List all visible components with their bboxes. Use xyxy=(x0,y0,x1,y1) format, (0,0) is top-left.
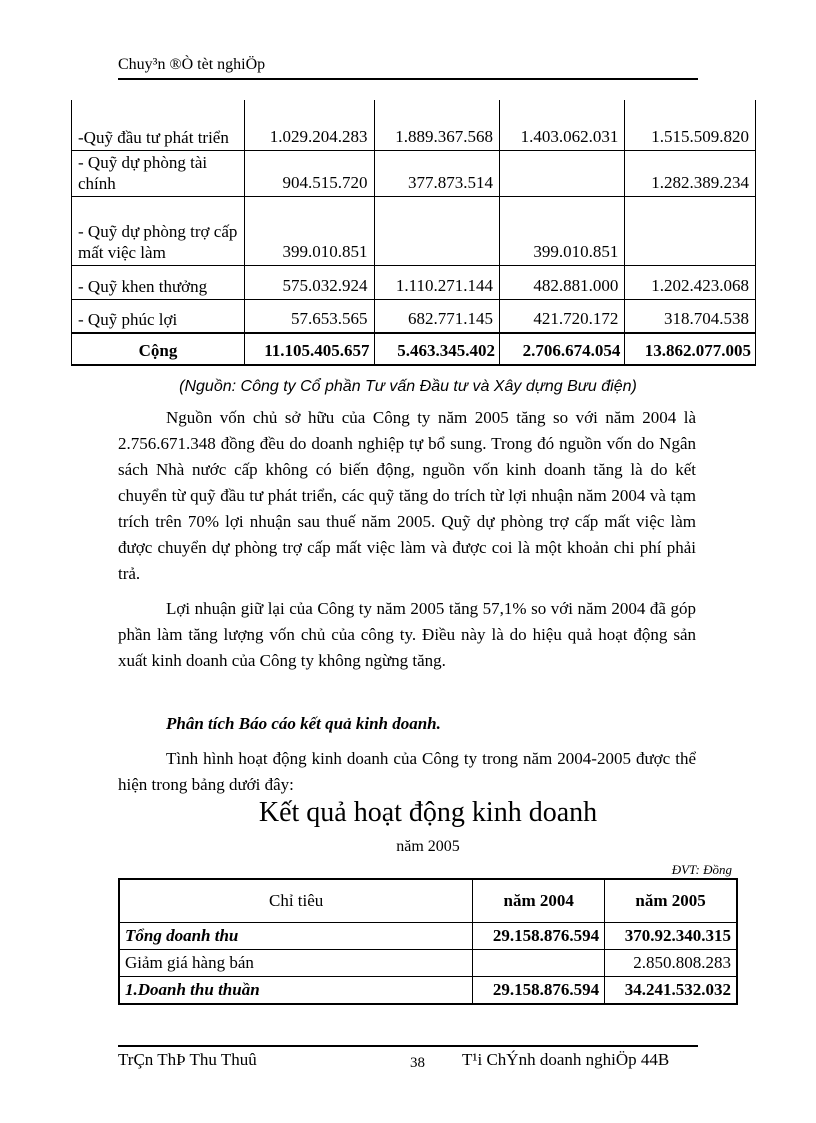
funds-table xyxy=(71,100,756,366)
paragraph: Nguồn vốn chủ sở hữu của Công ty năm 2005 tăng so với năm 2004 là 2.756.671.348 đồng đều do doanh nghiệp tự bổ sung. Trong đó nguồn vốn do Ngân sách Nhà nước cấp không có biến động, nguồn vốn kinh doanh tăng là do kết chuyển từ quỹ đầu tư phát triển, các quỹ tăng do trích từ lợi nhuận năm 2004 và tạm trích trên 70% lợi nhuận sau thuế năm 2005. Quỹ dự phòng trợ cấp mất việc làm được chuyển dự phòng trợ cấp mất việc làm và được coi là một khoản chi phí phải trả. xyxy=(118,408,696,583)
cell-value: 29.158.876.594 xyxy=(473,977,605,1005)
section-heading: Phân tích Báo cáo kết quả kinh doanh. xyxy=(166,714,441,733)
source-note: (Nguồn: Công ty Cổ phần Tư vấn Đầu tư và Xây dựng Bưu điện) xyxy=(179,378,637,395)
paragraph: Lợi nhuận giữ lại của Công ty năm 2005 tăng 57,1% so với năm 2004 đã góp phần làm tăng lượng vốn chủ của công ty. Điều này là do hiệu quả hoạt động sản xuất kinh doanh của Công ty không ngừng tăng. xyxy=(118,599,696,670)
page-number: 38 xyxy=(410,1055,425,1071)
total-label: Cộng xyxy=(72,333,245,365)
row-label: Giảm giá hàng bán xyxy=(119,950,473,977)
table-row xyxy=(72,265,756,299)
cell-value xyxy=(473,950,605,977)
table-title: Kết quả hoạt động kinh doanh xyxy=(258,797,598,828)
cell-value: 904.515.720 xyxy=(245,150,375,196)
cell-value: 57.653.565 xyxy=(245,299,375,333)
cell-value: 34.241.532.032 xyxy=(605,977,737,1005)
total-value: 11.105.405.657 xyxy=(245,333,375,365)
cell-value: 370.92.340.315 xyxy=(605,923,737,950)
total-value: 13.862.077.005 xyxy=(625,333,756,365)
cell-value: 1.110.271.144 xyxy=(374,265,499,299)
unit-label: ĐVT: Đồng xyxy=(671,862,732,877)
cell-value: 377.873.514 xyxy=(374,150,499,196)
footer-rule xyxy=(118,1045,698,1047)
row-label: - Quỹ dự phòng tài chính xyxy=(72,150,245,196)
cell-value: 1.889.367.568 xyxy=(374,100,499,150)
column-header: năm 2004 xyxy=(473,879,605,923)
cell-value: 1.029.204.283 xyxy=(245,100,375,150)
cell-value: 1.403.062.031 xyxy=(499,100,624,150)
row-label: -Quỹ đầu tư phát triển xyxy=(72,100,245,150)
column-header: Chỉ tiêu xyxy=(119,879,473,923)
business-results-table xyxy=(118,878,738,1005)
row-label: 1.Doanh thu thuần xyxy=(119,977,473,1005)
cell-value: 318.704.538 xyxy=(625,299,756,333)
table-row xyxy=(119,977,737,1005)
total-value: 5.463.345.402 xyxy=(374,333,499,365)
cell-value xyxy=(374,196,499,265)
cell-value: 575.032.924 xyxy=(245,265,375,299)
table-row xyxy=(119,923,737,950)
table-row xyxy=(72,100,756,150)
cell-value: 1.202.423.068 xyxy=(625,265,756,299)
paragraph: Tình hình hoạt động kinh doanh của Công ty trong năm 2004-2005 được thể hiện trong bảng dưới đây: xyxy=(118,749,696,794)
total-row xyxy=(72,333,756,365)
cell-value xyxy=(499,150,624,196)
cell-value: 29.158.876.594 xyxy=(473,923,605,950)
table-row xyxy=(72,196,756,265)
running-header: Chuy³n ®Ò tèt nghiÖp xyxy=(118,56,266,73)
cell-value: 482.881.000 xyxy=(499,265,624,299)
footer-author: TrÇn ThÞ Thu Thuû xyxy=(118,1050,257,1069)
column-header: năm 2005 xyxy=(605,879,737,923)
row-label: - Quỹ phúc lợi xyxy=(72,299,245,333)
cell-value: 421.720.172 xyxy=(499,299,624,333)
cell-value: 2.850.808.283 xyxy=(605,950,737,977)
row-label: Tổng doanh thu xyxy=(119,923,473,950)
footer-class: T¹i ChÝnh doanh nghiÖp 44B xyxy=(462,1050,670,1069)
row-label: - Quỹ khen thưởng xyxy=(72,265,245,299)
cell-value: 1.282.389.234 xyxy=(625,150,756,196)
total-value: 2.706.674.054 xyxy=(499,333,624,365)
cell-value: 399.010.851 xyxy=(245,196,375,265)
table-subtitle: năm 2005 xyxy=(396,838,460,855)
table-row xyxy=(72,299,756,333)
header-rule xyxy=(118,78,698,80)
cell-value: 1.515.509.820 xyxy=(625,100,756,150)
row-label: - Quỹ dự phòng trợ cấp mất việc làm xyxy=(72,196,245,265)
table-header-row xyxy=(119,879,737,923)
table-row xyxy=(119,950,737,977)
cell-value: 682.771.145 xyxy=(374,299,499,333)
table-row xyxy=(72,150,756,196)
cell-value xyxy=(625,196,756,265)
cell-value: 399.010.851 xyxy=(499,196,624,265)
